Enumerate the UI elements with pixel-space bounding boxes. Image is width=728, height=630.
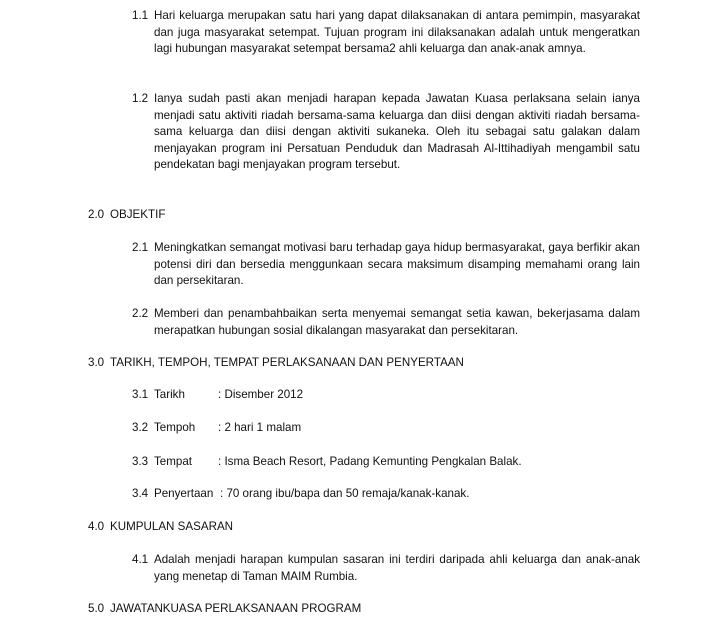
- section-title: KUMPULAN SASARAN: [110, 520, 234, 533]
- section-number: 4.0: [88, 520, 105, 533]
- field-value: : 2 hari 1 malam: [218, 421, 302, 434]
- field-penyertaan: [132, 486, 470, 503]
- section-heading-kumpulan-sasaran: [88, 519, 233, 536]
- item-number: 1.1: [132, 9, 149, 22]
- item-text: Adalah menjadi harapan kumpulan sasaran ini terdiri daripada ahli keluarga dan anak-anak yang menetap di Taman MAIM Rumbia.: [154, 553, 640, 583]
- item-2-2: [132, 306, 640, 339]
- section-title: JAWATANKUASA PERLAKSANAAN PROGRAM: [110, 602, 362, 615]
- item-number: 3.1: [132, 388, 149, 401]
- item-text: Memberi dan penambahbaikan serta menyemai semangat setia kawan, bekerjasama dalam merapatkan hubungan sosial dikalangan masyarakat dan persekitaran.: [154, 307, 640, 337]
- section-title: TARIKH, TEMPOH, TEMPAT PERLAKSANAAN DAN PENYERTAAN: [110, 356, 464, 369]
- section-number: 2.0: [88, 208, 105, 221]
- item-number: 3.2: [132, 421, 149, 434]
- item-text: Ianya sudah pasti akan menjadi harapan kepada Jawatan Kuasa perlaksana selain ianya menjadi satu aktiviti riadah bersama-sama keluarga dan diisi dengan aktiviti riadah bersama-sama keluarga dan diisi dengan aktiviti sukaneka. Oleh itu sebagai satu galakan dalam menjayakan program ini Persatuan Penduduk dan Madrasah Al-Ittihadiyah mengambil satu pendekatan bagi menjayakan program tersebut.: [154, 92, 640, 171]
- section-number: 5.0: [88, 602, 105, 615]
- section-heading-jawatankuasa: [88, 601, 361, 618]
- section-heading-objektif: [88, 207, 165, 224]
- field-tempat: [132, 454, 522, 471]
- section-number: 3.0: [88, 356, 105, 369]
- item-4-1: [132, 552, 640, 585]
- item-number: 1.2: [132, 92, 149, 105]
- item-1-2: [132, 91, 640, 174]
- item-number: 4.1: [132, 553, 149, 566]
- field-value: : Isma Beach Resort, Padang Kemunting Pengkalan Balak.: [218, 455, 522, 468]
- field-value: : 70 orang ibu/bapa dan 50 remaja/kanak-kanak.: [220, 487, 470, 500]
- section-heading-tarikh: [88, 355, 464, 372]
- item-number: 3.4: [132, 487, 149, 500]
- section-title: OBJEKTIF: [110, 208, 166, 221]
- item-number: 2.1: [132, 241, 149, 254]
- item-text: Hari keluarga merupakan satu hari yang dapat dilaksanakan di antara pemimpin, masyarakat dan juga masyarakat setempat. Tujuan program ini dilaksanakan adalah untuk mengeratkan lagi hubungan masyarakat setempat bersama2 ahli keluarga dan anak-anak amnya.: [154, 9, 640, 55]
- field-label: Tempoh: [154, 421, 196, 434]
- item-1-1: [132, 8, 640, 58]
- field-tarikh: [132, 387, 304, 404]
- field-label: Tarikh: [154, 388, 185, 401]
- field-label: Tempat: [154, 455, 193, 468]
- field-label: Penyertaan: [154, 487, 214, 500]
- item-2-1: [132, 240, 640, 290]
- item-number: 2.2: [132, 307, 149, 320]
- field-value: : Disember 2012: [218, 388, 304, 401]
- field-tempoh: [132, 420, 302, 437]
- item-number: 3.3: [132, 455, 149, 468]
- item-text: Meningkatkan semangat motivasi baru terhadap gaya hidup bermasyarakat, gaya berfikir akan potensi diri dan bersedia menggunkaan secara maksimum disamping memahami orang lain dan persekitaran.: [154, 241, 640, 287]
